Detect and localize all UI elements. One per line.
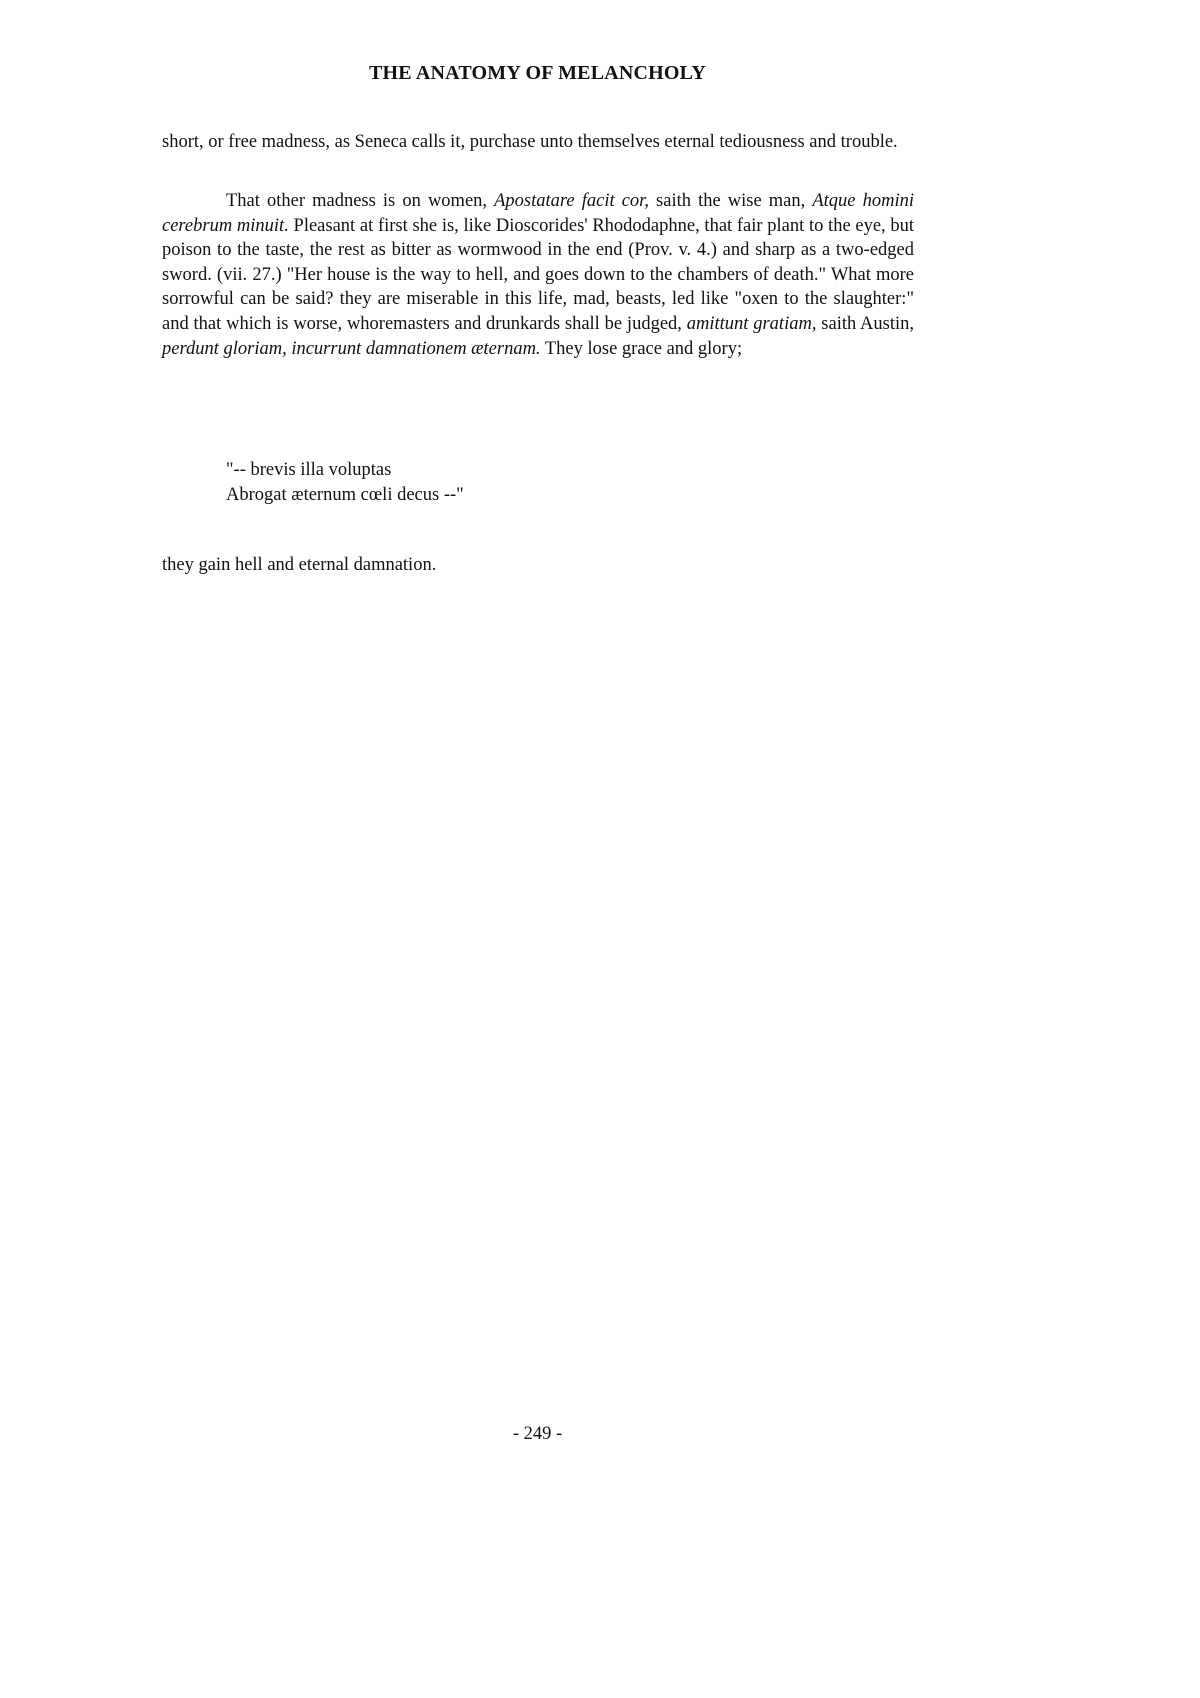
paragraph-1: short, or free madness, as Seneca calls it, purchase unto themselves eternal tediousness and trouble. [162, 132, 898, 152]
paragraph-2-text-5: They lose grace and glory; [540, 338, 743, 359]
latin-quote-2: Atque homini cerebrum minuit. [162, 191, 914, 236]
paragraph-2-text-4: saith Austin, [816, 313, 914, 334]
latin-quote-4: perdunt gloriam, incurrunt damnationem æternam. [162, 338, 541, 359]
paragraph-3: they gain hell and eternal damnation. [162, 555, 437, 575]
latin-quote-1: Apostatare facit cor, [494, 191, 649, 211]
paragraph-2 [162, 189, 914, 361]
running-header: THE ANATOMY OF MELANCHOLY [368, 62, 707, 84]
paragraph-2-text-2: saith the wise man, [648, 191, 813, 211]
page-number: - 249 - [512, 1424, 563, 1444]
paragraph-2-text-1: That other madness is on women, [226, 191, 495, 211]
verse-line-2: Abrogat æternum cœli decus --" [226, 484, 464, 505]
latin-quote-3: amittunt gratiam, [686, 313, 817, 334]
paragraph-2-text-3: Pleasant at first she is, like Dioscorides' Rhododaphne, that fair plant to the eye, but poison to the taste, the rest as bitter as wormwood in the end (Prov. v. 4.) and sharp as a two-edged sword. (vii. 27.) "Her house is the way to hell, and goes down to the chambers of death." What more sorrowful can be said? they are miserable in this life, mad, beasts, led like "oxen to the slaughter:" and that which is worse, whoremasters and drunkards shall be judged, [162, 215, 914, 334]
verse-line-1: "-- brevis illa voluptas [226, 460, 392, 480]
verse-quote [226, 458, 464, 507]
